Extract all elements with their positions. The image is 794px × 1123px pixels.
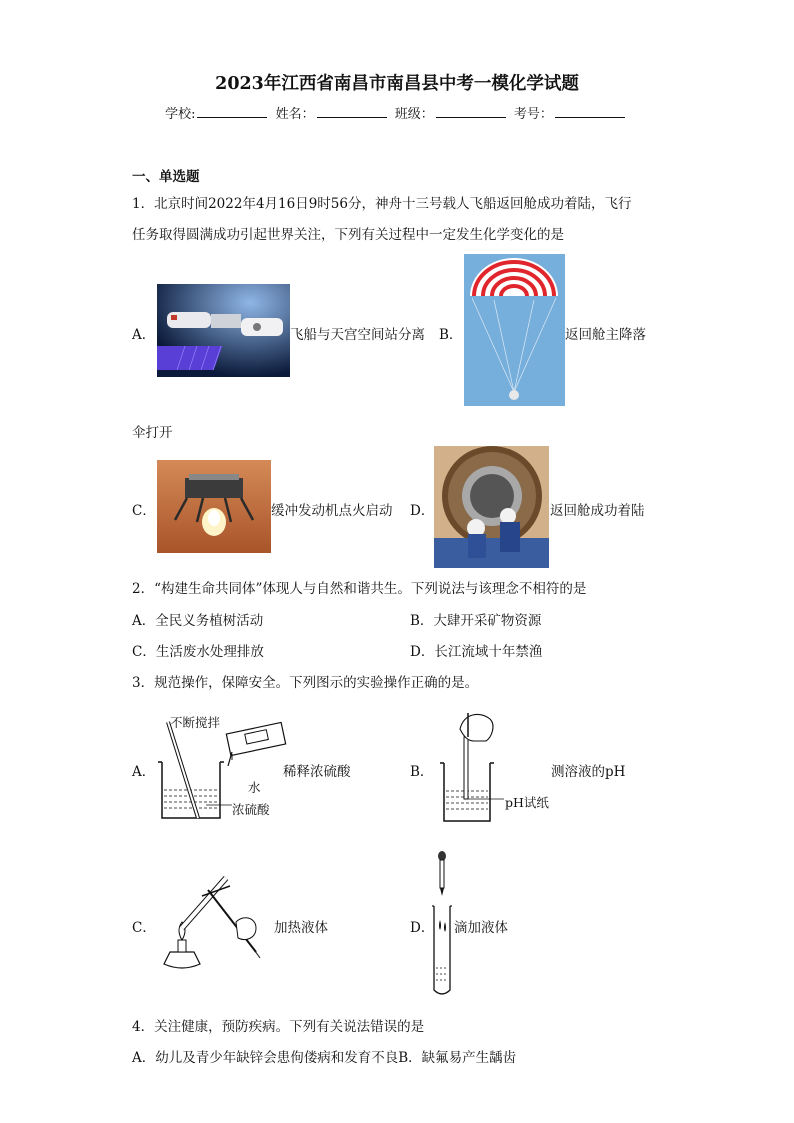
- q1-option-b-text: 返回舱主降落: [565, 327, 646, 343]
- class-label: 班级：: [394, 107, 434, 122]
- q2-option-d: D．长江流域十年禁渔: [410, 644, 543, 660]
- q1-option-b-continued: 伞打开: [132, 425, 173, 441]
- ph-test-diagram: [430, 707, 506, 825]
- q4-options-ab: A．幼儿及青少年缺锌会患佝偻病和发育不良B．缺氟易产生龋齿: [132, 1050, 517, 1066]
- q3-b-paper-label: pH试纸: [505, 795, 549, 810]
- q3-option-b-text: 测溶液的pH: [551, 764, 626, 780]
- q3-option-d-text: 滴加液体: [454, 920, 508, 936]
- class-blank[interactable]: [436, 105, 506, 118]
- section-heading: 一、单选题: [132, 169, 200, 185]
- page-title: 2023年江西省南昌市南昌县中考一模化学试题: [215, 74, 579, 94]
- q1-option-a-letter: A．: [132, 327, 156, 343]
- parachute-image: [464, 254, 565, 406]
- q1-option-b-letter: B．: [439, 327, 463, 343]
- q2-option-a: A．全民义务植树活动: [132, 613, 264, 629]
- q3-option-c-text: 加热液体: [274, 920, 328, 936]
- q2-option-c: C．生活废水处理排放: [132, 644, 264, 660]
- q3-a-water-label: 水: [248, 780, 261, 795]
- q1-option-c-text: 缓冲发动机点火启动: [271, 503, 393, 519]
- space-station-image: [157, 284, 290, 377]
- q2-option-b: B．大肆开采矿物资源: [410, 613, 542, 629]
- q1-option-d-text: 返回舱成功着陆: [550, 503, 645, 519]
- capsule-landing-image: [434, 446, 549, 568]
- dropping-liquid-diagram: [428, 850, 456, 998]
- q3-a-stir-label: 不断搅拌: [170, 715, 221, 730]
- q1-option-d-letter: D．: [410, 503, 435, 519]
- heating-liquid-diagram: [152, 868, 274, 974]
- q1-option-a-text: 飞船与天宫空间站分离: [290, 327, 425, 343]
- q1-option-c-letter: C．: [132, 503, 156, 519]
- school-label: 学校:: [165, 107, 196, 122]
- name-label: 姓名：: [275, 107, 315, 122]
- q3-a-acid-label: 浓硫酸: [232, 802, 270, 817]
- number-label: 考号：: [513, 107, 553, 122]
- school-blank[interactable]: [197, 105, 267, 118]
- q1-stem-line2: 任务取得圆满成功引起世界关注，下列有关过程中一定发生化学变化的是: [132, 227, 564, 243]
- q3-option-d-letter: D．: [410, 920, 435, 936]
- q3-option-a-text: 稀释浓硫酸: [283, 764, 351, 780]
- q3-option-c-letter: C．: [132, 920, 156, 936]
- name-blank[interactable]: [317, 105, 387, 118]
- lander-image: [157, 460, 271, 553]
- q1-stem-line1: 1．北京时间2022年4月16日9时56分，神舟十三号载人飞船返回舱成功着陆，飞行: [132, 196, 632, 212]
- number-blank[interactable]: [555, 105, 625, 118]
- q3-option-a-letter: A．: [132, 764, 156, 780]
- q4-stem: 4．关注健康，预防疾病。下列有关说法错误的是: [132, 1019, 425, 1035]
- q3-option-b-letter: B．: [410, 764, 434, 780]
- q2-stem: 2．“构建生命共同体”体现人与自然和谐共生。下列说法与该理念不相符的是: [132, 581, 587, 597]
- q3-stem: 3．规范操作，保障安全。下列图示的实验操作正确的是。: [132, 675, 479, 691]
- student-info-line: [0, 103, 794, 122]
